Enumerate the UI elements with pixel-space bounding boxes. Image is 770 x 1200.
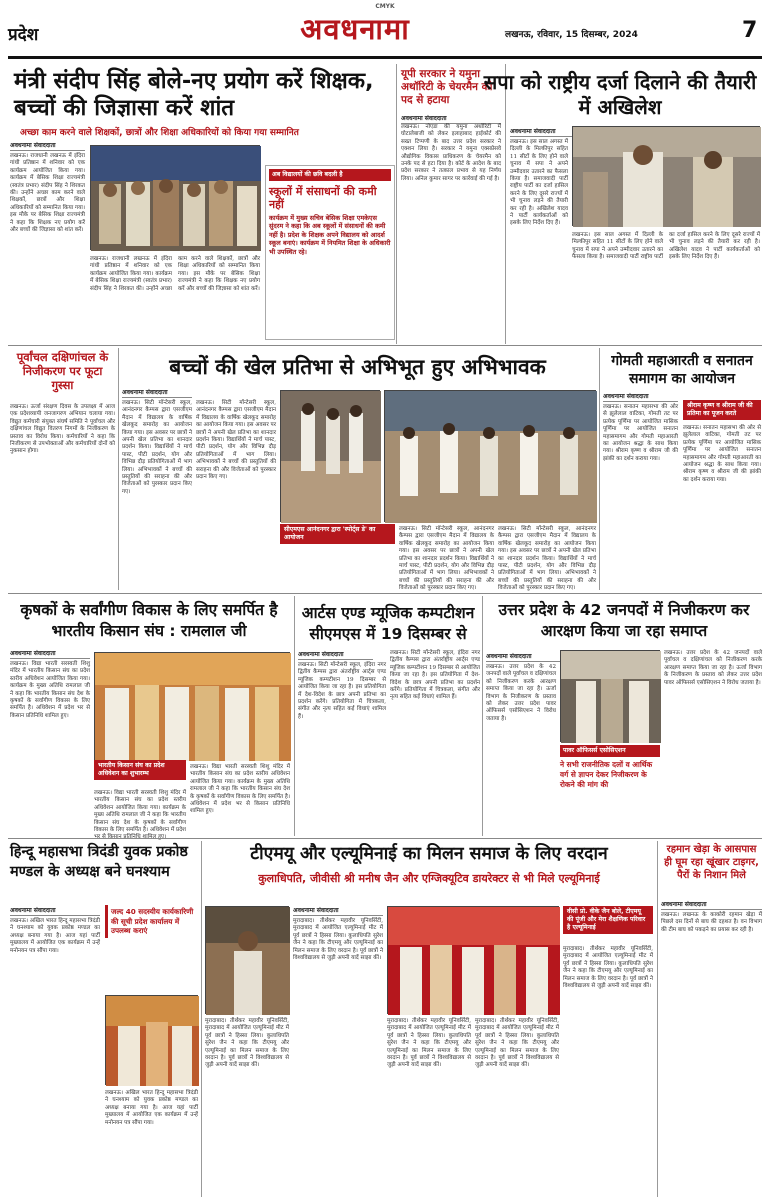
- s3-byline: अवधनामा संवाददाता: [510, 127, 580, 137]
- s7-headline: कृषकों के सर्वांगीण विकास के लिए समर्पित है भारतीय किसान संघ : रामलाल जी: [20, 601, 278, 640]
- s5-caption: सीएमएस आनंदनगर द्वारा 'स्पोर्ट्स डे' का आयोजन: [280, 524, 395, 544]
- side-headline: रहमान खेड़ा के आसपास ही घूम रहा खूंखार टाइगर, पैरों के निशान मिले: [664, 844, 759, 881]
- s6-body: लखनऊ। सनातन महासभा की ओर से झूलेलाल वाटिका, गोमती तट पर प्रत्येक पूर्णिमा पर आयोजित मासिक पूर्णिमा पर आयोजित सनातन महासमागम और गोमती महाआरती का आयोजन श्रद्धा के साथ किया गया। श्रीराम कृष्ण व श्रीराम जी की झांकी का दर्शन कराया गया।: [603, 404, 678, 462]
- col-rule-1: [396, 64, 397, 344]
- s6-caption: श्रीराम कृष्ण व श्रीराम जी की प्रतिमा का पूजन करते: [683, 400, 761, 420]
- top-tag: CMYK: [375, 3, 395, 10]
- masthead-text: अवधनामा: [300, 12, 410, 46]
- s5-byline: अवधनामा संवाददाता: [122, 388, 192, 398]
- section-label: प्रदेश: [8, 25, 39, 45]
- s11-caption: वीसी प्रो. वीके जैन बोले, टीएमयू की पूंजी और मेरा शैक्षणिक परिवार है एल्यूमिनाई: [563, 906, 653, 934]
- s8-body-col2: लखनऊ। सिटी मॉन्टेसरी स्कूल, इंदिरा नगर द्वितीय कैम्पस द्वारा अंतर्राष्ट्रीय आर्ट्स एण्ड म्यूजिक कम्पटीशन 19 दिसम्बर से आयोजित किया जा रहा है। इस प्रतियोगिता में देश-विदेश के छात्र अपनी प्रतिभा का प्रदर्शन करेंगे। प्रतियोगिता में चित्रकला, संगीत और नृत्य सहित कई विधाएं शामिल हैं।: [390, 650, 480, 701]
- s1-callout-tag: अब विद्यालयों की छवि बदली है: [269, 169, 391, 181]
- s7-body-col2: लखनऊ। विद्या भारती सरस्वती शिशु मंदिर में भारतीय किसान संघ का प्रदेश स्तरीय अधिवेशन आयोजित किया गया। कार्यक्रम के मुख्य अतिथि रामलाल जी ने कहा कि भारतीय किसान संघ देश के कृषकों के सर्वांगीण विकास के लिए समर्पित है। अधिवेशन में प्रदेश: [94, 790, 186, 834]
- s11-body-col4: मुरादाबाद। तीर्थंकर महावीर यूनिवर्सिटी, मुरादाबाद में आयोजित एल्यूमिनाई मीट में पूर्व छात्रों ने हिस्सा लिया। कुलाधिपति सुरेश जैन ने कहा कि टीएमयू और एल्यूमिनाई का मिलन समाज के लिए वरदान है। पूर्व छात्रों ने विश्वविद्यालय से जुड़ी अपनी यादें साझा कीं।: [475, 1018, 559, 1069]
- s1-body-col2-text: लखनऊ। राजधानी लखनऊ में इंदिरा गांधी प्रतिष्ठान में शनिवार को एक कार्यक्रम आयोजित किया गया। कार्यक्रम में बेसिक शिक्षा राज्यमंत्री (स्वतंत्र प्रभार) संदीप सिंह ने शिरकत की। उन्होंने अच्छा काम करने वाले शिक्षकों, छात्रों और शिक्षा अधिकारियों को सम्मानित किया गया। इस मौके पर बेसिक शिक्षा राज्यमंत्री ने कहा कि शिक्षक नए प्रयोग करें और बच्चों की जिज्ञासा को शांत करें।: [90, 256, 260, 292]
- s1-subtitle: अच्छा काम करने वाले शिक्षकों, छात्रों और शिक्षा अधिकारियों को किया गया सम्मानित: [20, 128, 299, 138]
- s1-body: लखनऊ। राजधानी लखनऊ में इंदिरा गांधी प्रतिष्ठान में शनिवार को एक कार्यक्रम आयोजित किया गया। कार्यक्रम में बेसिक शिक्षा राज्यमंत्री (स्वतंत्र प्रभार) संदीप सिंह ने शिरकत की। उन्होंने अच्छा काम करने वाले शिक्षकों, छात्रों और शिक्षा अधिकारियों को सम्मानित किया गया। इस मौके पर बेसिक शिक्षा राज्यमंत्री ने कहा कि शिक्षक नए प्रयोग करें और बच्चों की जिज्ञासा को शांत करें।: [10, 153, 85, 234]
- s11-body-col2: मुरादाबाद। तीर्थंकर महावीर यूनिवर्सिटी, मुरादाबाद में आयोजित एल्यूमिनाई मीट में पूर्व छात्रों ने हिस्सा लिया। कुलाधिपति सुरेश जैन ने कहा कि टीएमयू और एल्यूमिनाई का मिलन समाज के लिए वरदान है। पूर्व छात्रों ने विश्वविद्यालय से जुड़ी अपनी यादें साझा कीं।: [293, 918, 383, 962]
- s5-body-col4: लखनऊ। सिटी मॉन्टेसरी स्कूल, आनंदनगर कैम्पस द्वारा एसजीएम मैदान में विद्यालय के वार्षिक खेलकूद समारोह का आयोजन किया गया। इस अवसर पर छात्रों ने अपनी खेल प्रतिभा का शानदार प्रदर्शन किया। विद्यार्थियों ने मार्च पास्ट, पीटी प्रदर्शन, योग और विभिन्न दौड़ प्रतियोगिताओं में भाग लिया। अभिभावकों ने बच्चों की प्रस्तुतियों की सराहना की और विजेताओं को पुरस्कार प्रदान किए गए।: [498, 526, 596, 592]
- s4-body: लखनऊ। ऊर्जा संरक्षण दिवस के उपलक्ष्य में आज एक प्रदेशव्यापी जनजागरण अभियान चलाया गया। विद्युत कर्मचारी संयुक्त संघर्ष समिति ने पूर्वांचल और दक्षिणांचल विद्युत वितरण निगमों के निजीकरण के प्रस्ताव का विरोध किया। कर्मचारियों ने कहा कि निजीकरण से उपभोक्ताओं और कर्मचारियों दोनों को नुकसान होगा।: [10, 404, 115, 455]
- s11-photo-center: [387, 906, 559, 1014]
- s10-callout-tag: जल्द 40 सदस्यीय कार्यकारिणी की सूची प्रदेश कार्यालय में उपलब्ध कराएं: [105, 905, 198, 938]
- s3-body-col2: लखनऊ। इस साल अगस्त में दिल्ली के मिल्कीपुर सहित 11 सीटों के लिए होने वाले चुनाव में सपा ने अपने उम्मीदवार उतारने का फैसला किया है। समाजवादी पार्टी राष्ट्रीय पार्टी का दर्जा हासिल करने के लिए दूसरे राज्यों में भी चुनाव लड़ने की तैयारी कर रही है। अखिलेश यादव ने पार्टी कार्यकर्ताओं को इसके लिए निर्देश दिए हैं।: [572, 232, 760, 261]
- row-rule-2: [8, 593, 762, 594]
- col-rule-4: [599, 348, 600, 590]
- s7-caption: भारतीय किसान संघ का प्रदेश अधिवेशन का शुभारम्भ: [94, 760, 186, 780]
- side-body: लखनऊ। लखनऊ के काकोरी रहमान खेड़ा में पिछले दस दिनों से बाघ की दहशत है। वन विभाग की टीम बाघ को पकड़ने का प्रयास कर रही है।: [661, 912, 762, 933]
- s10-headline: हिन्दू महासभा त्रिदंडी युवक प्रकोष्ठ मण्डल के अध्यक्ष बने घनश्याम: [10, 844, 188, 880]
- s1-callout-body: कार्यक्रम में मुख्य सचिव बेसिक शिक्षा एमकेएस सुंदरम ने कहा कि अब स्कूलों में संसाधनों की कमी नहीं है। प्रदेश के शिक्षक अपने विद्यालय को आदर्श स्कूल बनाएं। कार्यक्रम में नियमित शिक्षा के अधिकारी भी उपस्थित रहे।: [269, 214, 391, 256]
- col-rule-5: [294, 596, 295, 836]
- masthead-logo: [250, 10, 460, 48]
- s9-callout-tag: पावर ऑफिसर्स एसोसिएशन: [560, 745, 660, 757]
- s9-callout-title: ने सभी राजनीतिक दलों व आर्थिक वर्ग से ज्ञापन देकर निजीकरण के रोकने की मांग की: [560, 760, 653, 789]
- dateline: लखनऊ, रविवार, 15 दिसम्बर, 2024: [505, 30, 638, 40]
- s5-body: लखनऊ। सिटी मॉन्टेसरी स्कूल, आनंदनगर कैम्पस द्वारा एसजीएम मैदान में विद्यालय के वार्षिक खेलकूद समारोह का आयोजन किया गया। इस अवसर पर छात्रों ने अपनी खेल प्रतिभा का शानदार प्रदर्शन किया। विद्यार्थियों ने मार्च पास्ट, पीटी प्रदर्शन, योग और विभिन्न दौड़ प्रतियोगिताओं में भाग लिया। अभिभावकों ने बच्चों की प्रस्तुतियों की सराहना की और विजेताओं को पुरस्कार प्रदान किए गए।: [122, 400, 192, 495]
- s2-byline: अवधनामा संवाददाता: [401, 114, 501, 124]
- s6-body-col2: लखनऊ। सनातन महासभा की ओर से झूलेलाल वाटिका, गोमती तट पर प्रत्येक पूर्णिमा पर आयोजित मासिक पूर्णिमा पर आयोजित सनातन महासमागम और गोमती महाआरती का आयोजन श्रद्धा के साथ किया गया। श्रीराम कृष्ण व श्रीराम जी की झांकी का दर्शन कराया गया।: [683, 425, 761, 483]
- s1-byline: अवधनामा संवाददाता: [10, 141, 85, 151]
- s9-body: लखनऊ। उत्तर प्रदेश के 42 जनपदों वाले पूर्वांचल व दक्षिणांचल को निजीकरण करके आरक्षण समाप्त किया जा रहा है। ऊर्जा विभाग के निजीकरण के प्रस्ताव को लेकर उत्तर प्रदेश पावर ऑफिसर्स एसोसिएशन ने विरोध जताया है।: [486, 664, 556, 722]
- s7-photo: [94, 652, 290, 760]
- s10-photo: [105, 995, 198, 1085]
- page-number: 7: [742, 18, 758, 43]
- s8-body: लखनऊ। सिटी मॉन्टेसरी स्कूल, इंदिरा नगर द्वितीय कैम्पस द्वारा अंतर्राष्ट्रीय आर्ट्स एण्ड म्यूजिक कम्पटीशन 19 दिसम्बर से आयोजित किया जा रहा है। इस प्रतियोगिता में देश-विदेश के छात्र अपनी प्रतिभा का प्रदर्शन करेंगे। प्रतियोगिता में चित्रकला, संगीत और नृत्य सहित कई विधाएं शामिल हैं।: [298, 662, 386, 720]
- s5-body-col2: लखनऊ। सिटी मॉन्टेसरी स्कूल, आनंदनगर कैम्पस द्वारा एसजीएम मैदान में विद्यालय के वार्षिक खेलकूद समारोह का आयोजन किया गया। इस अवसर पर छात्रों ने अपनी खेल प्रतिभा का शानदार प्रदर्शन किया। विद्यार्थियों ने मार्च पास्ट, पीटी प्रदर्शन, योग और विभिन्न दौड़ प्रतियोगिताओं में भाग लिया। अभिभावकों ने बच्चों की प्रस्तुतियों की सराहना की और विजेताओं को पुरस्कार प्रदान किए गए।: [196, 400, 276, 481]
- s7-body-col3: लखनऊ। विद्या भारती सरस्वती शिशु मंदिर में भारतीय किसान संघ का प्रदेश स्तरीय अधिवेशन आयोजित किया गया। कार्यक्रम के मुख्य अतिथि रामलाल जी ने कहा कि भारतीय किसान संघ देश के कृषकों के सर्वांगीण विकास के लिए समर्पित है। अधिवेशन में प्रदेश भर से किसान प्रतिनिधि शामिल हुए।: [190, 764, 290, 815]
- s11-byline: अवधनामा संवाददाता: [293, 906, 383, 916]
- row-rule-3: [8, 838, 762, 839]
- s3-photo: [572, 126, 760, 226]
- masthead-rule: [8, 56, 762, 59]
- s4-headline: पूर्वांचल दक्षिणांचल के निजीकरण पर फूटा गुस्सा: [16, 350, 109, 392]
- s5-photo-left: [280, 390, 380, 522]
- s11-photo-left: [205, 906, 289, 1014]
- s10-body-col2: लखनऊ। अखिल भारत हिन्दू महासभा त्रिदंडी ने घनश्याम को युवक प्रकोष्ठ मण्डल का अध्यक्ष बनाया गया है। आज यहां पार्टी मुख्यालय में आयोजित एक कार्यक्रम में उन्हें मनोनयन पत्र सौंपा गया।: [105, 1090, 198, 1126]
- row-rule-1: [8, 345, 762, 346]
- s9-byline: अवधनामा संवाददाता: [486, 652, 561, 662]
- s11-body-col5: मुरादाबाद। तीर्थंकर महावीर यूनिवर्सिटी, मुरादाबाद में आयोजित एल्यूमिनाई मीट में पूर्व छात्रों ने हिस्सा लिया। कुलाधिपति सुरेश जैन ने कहा कि टीएमयू और एल्यूमिनाई का मिलन समाज के लिए वरदान है। पूर्व छात्रों ने विश्वविद्यालय से जुड़ी अपनी यादें साझा कीं।: [563, 946, 653, 990]
- s5-photo-right: [384, 390, 596, 522]
- s9-photo: [560, 650, 660, 742]
- s1-body-col2: [90, 256, 260, 338]
- s7-byline: अवधनामा संवाददाता: [10, 649, 90, 659]
- s9-headline: उत्तर प्रदेश के 42 जनपदों में निजीकरण कर आरक्षण किया जा रहा समाप्त: [498, 601, 750, 640]
- col-rule-6: [482, 596, 483, 836]
- s6-headline: गोमती महाआरती व सनातन समागम का आयोजन: [611, 353, 753, 387]
- s10-byline: अवधनामा संवाददाता: [10, 906, 100, 916]
- side-byline: अवधनामा संवाददाता: [661, 900, 762, 910]
- s2-body: लखनऊ। नोएडा की यमुना अथॉरिटी में घोटालेबाजी को लेकर इलाहाबाद हाईकोर्ट की सख्त टिप्पणी के बाद उत्तर प्रदेश सरकार ने एक्शन लिया है। सरकार ने यमुना एक्सप्रेसवे औद्योगिक विकास प्राधिकरण के चेयरमैन को उनके पद से हटा दिया है। कोर्ट के आदेश के बाद प्रदेश सरकार ने तत्काल प्रभाव से यह निर्णय लिया। अनिल कुमार सागर पर कार्रवाई की गई है।: [401, 124, 501, 182]
- s1-headline: मंत्री संदीप सिंह बोले-नए प्रयोग करें शिक्षक, बच्चों की जिज्ञासा करें शांत: [14, 68, 374, 121]
- col-rule-8: [657, 841, 658, 1197]
- col-rule-3: [118, 348, 119, 590]
- s1-photo: [90, 145, 260, 250]
- s10-callout: [105, 905, 198, 991]
- s11-headline: टीएमयू और एल्यूमिनाई का मिलन समाज के लिए वरदान: [250, 844, 608, 864]
- s1-callout-title: स्कूलों में संसाधनों की कमी नहीं: [269, 185, 377, 211]
- s1-callout: [265, 165, 395, 340]
- s5-headline: बच्चों की खेल प्रतिभा से अभिभूत हुए अभिभावक: [169, 355, 546, 379]
- s9-callout: [560, 745, 660, 833]
- s2-headline: यूपी सरकार ने यमुना अथॉरिटी के चेयरमैन को पद से हटाया: [401, 68, 493, 106]
- s9-body-col2: लखनऊ। उत्तर प्रदेश के 42 जनपदों वाले पूर्वांचल व दक्षिणांचल को निजीकरण करके आरक्षण समाप्त किया जा रहा है। ऊर्जा विभाग के निजीकरण के प्रस्ताव को लेकर उत्तर प्रदेश पावर ऑफिसर्स एसोसिएशन ने विरोध जताया है।: [664, 650, 762, 686]
- s11-body-col3: मुरादाबाद। तीर्थंकर महावीर यूनिवर्सिटी, मुरादाबाद में आयोजित एल्यूमिनाई मीट में पूर्व छात्रों ने हिस्सा लिया। कुलाधिपति सुरेश जैन ने कहा कि टीएमयू और एल्यूमिनाई का मिलन समाज के लिए वरदान है। पूर्व छात्रों ने विश्वविद्यालय से जुड़ी अपनी यादें साझा कीं।: [387, 1018, 471, 1069]
- s3-body: लखनऊ। इस साल अगस्त में दिल्ली के मिल्कीपुर सहित 11 सीटों के लिए होने वाले चुनाव में सपा ने अपने उम्मीदवार उतारने का फैसला किया है। समाजवादी पार्टी राष्ट्रीय पार्टी का दर्जा हासिल करने के लिए दूसरे राज्यों में भी चुनाव लड़ने की तैयारी कर रही है। अखिलेश यादव ने पार्टी कार्यकर्ताओं को इसके लिए निर्देश दिए हैं।: [510, 139, 568, 227]
- s3-headline: सपा को राष्ट्रीय दर्जा दिलाने की तैयारी में अखिलेश: [483, 70, 757, 119]
- col-rule-7: [201, 841, 202, 1197]
- s8-byline: अवधनामा संवाददाता: [298, 650, 373, 660]
- s6-byline: अवधनामा संवाददाता: [603, 392, 678, 402]
- s7-body: लखनऊ। विद्या भारती सरस्वती शिशु मंदिर में भारतीय किसान संघ का प्रदेश स्तरीय अधिवेशन आयोजित किया गया। कार्यक्रम के मुख्य अतिथि रामलाल जी ने कहा कि भारतीय किसान संघ देश के कृषकों के सर्वांगीण विकास के लिए समर्पित है। अधिवेशन में प्रदेश भर से किसान प्रतिनिधि शामिल हुए।: [10, 661, 90, 719]
- s5-body-col3: लखनऊ। सिटी मॉन्टेसरी स्कूल, आनंदनगर कैम्पस द्वारा एसजीएम मैदान में विद्यालय के वार्षिक खेलकूद समारोह का आयोजन किया गया। इस अवसर पर छात्रों ने अपनी खेल प्रतिभा का शानदार प्रदर्शन किया। विद्यार्थियों ने मार्च पास्ट, पीटी प्रदर्शन, योग और विभिन्न दौड़ प्रतियोगिताओं में भाग लिया। अभिभावकों ने बच्चों की प्रस्तुतियों की सराहना की और विजेताओं को पुरस्कार प्रदान किए गए।: [399, 526, 494, 592]
- s10-body: लखनऊ। अखिल भारत हिन्दू महासभा त्रिदंडी ने घनश्याम को युवक प्रकोष्ठ मण्डल का अध्यक्ष बनाया गया है। आज यहां पार्टी मुख्यालय में आयोजित एक कार्यक्रम में उन्हें मनोनयन पत्र सौंपा गया।: [10, 918, 100, 954]
- s11-subtitle: कुलाधिपति, जीवीसी श्री मनीष जैन और एग्जिक्यूटिव डायरेक्टर से भी मिले एल्यूमिनाई: [258, 872, 600, 885]
- s8-headline: आर्टस एण्ड म्यूजिक कम्पटीशन सीएमएस में 19 दिसम्बर से: [301, 604, 475, 643]
- s11-body: मुरादाबाद। तीर्थंकर महावीर यूनिवर्सिटी, मुरादाबाद में आयोजित एल्यूमिनाई मीट में पूर्व छात्रों ने हिस्सा लिया। कुलाधिपति सुरेश जैन ने कहा कि टीएमयू और एल्यूमिनाई का मिलन समाज के लिए वरदान है। पूर्व छात्रों ने विश्वविद्यालय से जुड़ी अपनी यादें साझा कीं।: [205, 1018, 289, 1069]
